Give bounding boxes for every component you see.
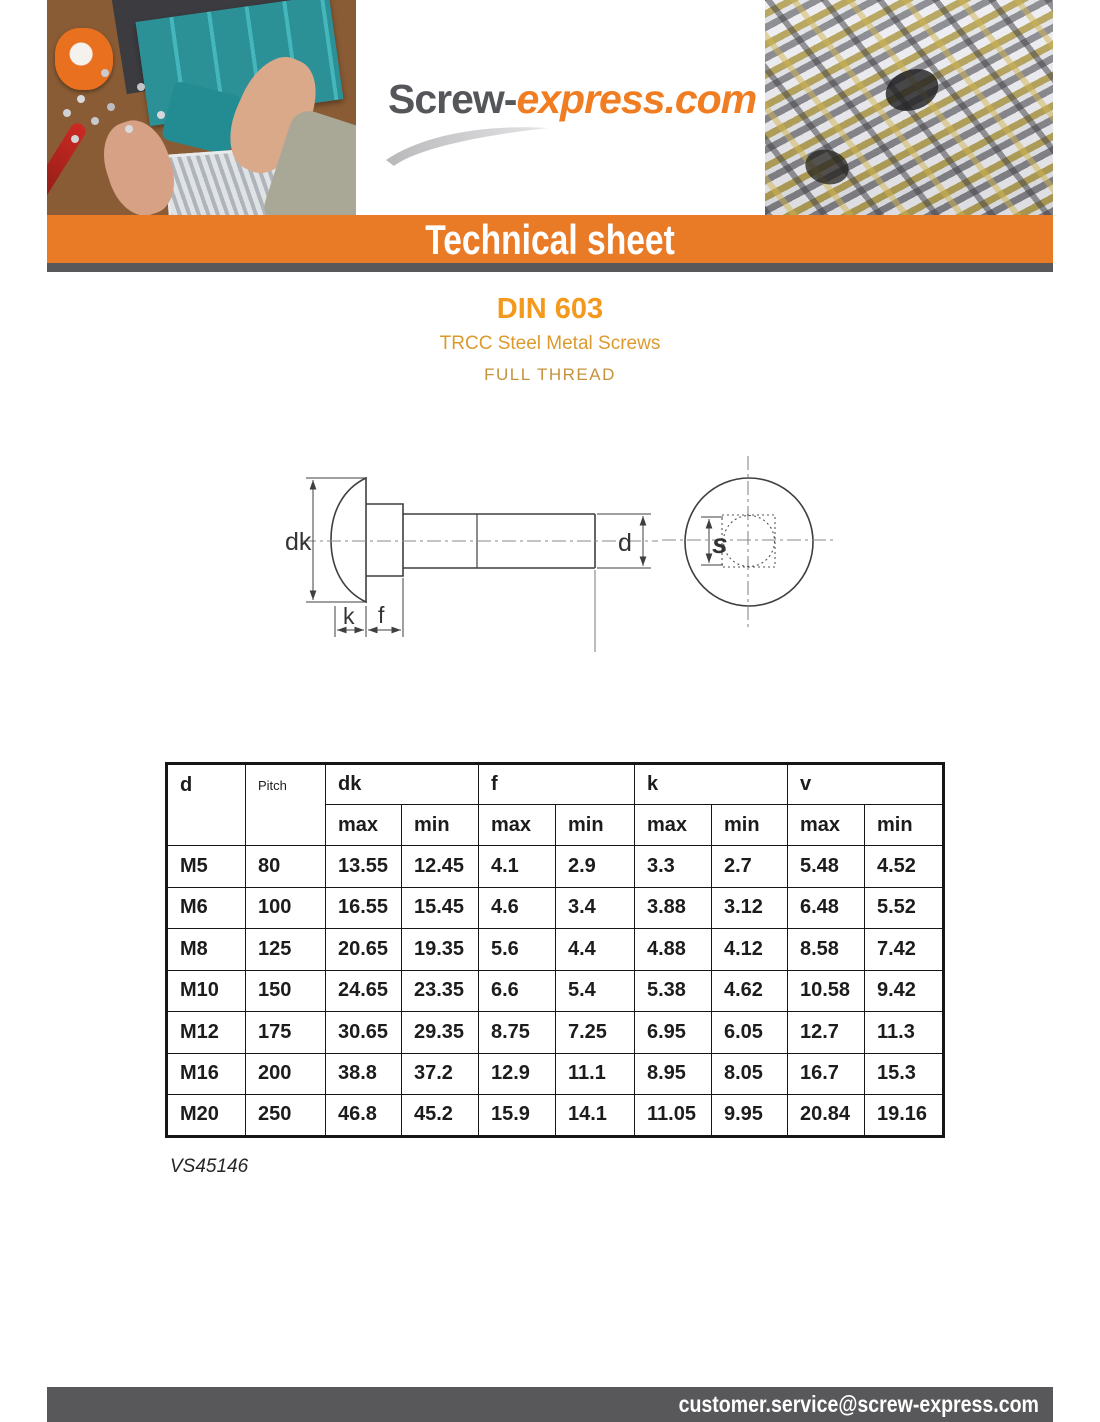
technical-sheet-banner (47, 215, 1053, 263)
subheader-max: max (326, 805, 402, 846)
value-cell: 5.4 (556, 970, 635, 1012)
header-divider-rule (47, 263, 1053, 272)
product-subtitle: TRCC Steel Metal Screws (439, 333, 661, 354)
value-cell: 15.3 (865, 1053, 944, 1095)
logo-text-orange: express.com (516, 76, 757, 122)
value-cell: 13.55 (326, 846, 402, 888)
subheader-max: max (479, 805, 556, 846)
table-row (167, 929, 944, 971)
logo-swoosh (376, 118, 566, 173)
value-cell: 200 (246, 1053, 326, 1095)
size-cell: M12 (167, 1012, 246, 1054)
value-cell: 30.65 (326, 1012, 402, 1054)
value-cell: 4.6 (479, 887, 556, 929)
footer-bar (47, 1387, 1053, 1422)
value-cell: 125 (246, 929, 326, 971)
value-cell: 29.35 (402, 1012, 479, 1054)
value-cell: 6.05 (712, 1012, 788, 1054)
header-photo-screws (765, 0, 1053, 215)
table-row (167, 1053, 944, 1095)
value-cell: 3.4 (556, 887, 635, 929)
value-cell: 23.35 (402, 970, 479, 1012)
table-row (167, 1095, 944, 1137)
value-cell: 15.45 (402, 887, 479, 929)
logo-text-gray: Screw- (388, 76, 517, 122)
value-cell: 150 (246, 970, 326, 1012)
size-cell: M10 (167, 970, 246, 1012)
s-label: s (712, 528, 728, 559)
subheader-max: max (788, 805, 865, 846)
bolt-head-outline (331, 478, 366, 602)
tape-measure-shape (55, 28, 113, 90)
f-label: f (378, 602, 385, 628)
subheader-min: min (402, 805, 479, 846)
thread-type-label: FULL THREAD (484, 365, 616, 384)
value-cell: 8.95 (635, 1053, 712, 1095)
subheader-min: min (865, 805, 944, 846)
value-cell: 4.4 (556, 929, 635, 971)
shank-hidden-circle (724, 516, 775, 567)
value-cell: 5.38 (635, 970, 712, 1012)
value-cell: 19.16 (865, 1095, 944, 1137)
head-top-view-circle (685, 478, 813, 606)
value-cell: 24.65 (326, 970, 402, 1012)
value-cell: 8.75 (479, 1012, 556, 1054)
technical-diagram (270, 450, 880, 680)
value-cell: 8.58 (788, 929, 865, 971)
value-cell: 175 (246, 1012, 326, 1054)
size-cell: M5 (167, 846, 246, 888)
value-cell: 4.1 (479, 846, 556, 888)
value-cell: 5.6 (479, 929, 556, 971)
header-photo-workbench (47, 0, 356, 215)
size-cell: M8 (167, 929, 246, 971)
value-cell: 4.12 (712, 929, 788, 971)
d-label: d (618, 529, 632, 557)
value-cell: 80 (246, 846, 326, 888)
value-cell: 6.6 (479, 970, 556, 1012)
value-cell: 19.35 (402, 929, 479, 971)
value-cell: 3.12 (712, 887, 788, 929)
value-cell: 12.9 (479, 1053, 556, 1095)
value-cell: 250 (246, 1095, 326, 1137)
value-cell: 6.48 (788, 887, 865, 929)
value-cell: 16.55 (326, 887, 402, 929)
customer-service-email: customer.service@screw-express.com (678, 1391, 1039, 1417)
col-group-v: v (788, 764, 944, 805)
logo-area (356, 0, 765, 215)
value-cell: 20.84 (788, 1095, 865, 1137)
dk-label: dk (285, 528, 312, 556)
value-cell: 16.7 (788, 1053, 865, 1095)
value-cell: 3.3 (635, 846, 712, 888)
value-cell: 11.3 (865, 1012, 944, 1054)
value-cell: 12.45 (402, 846, 479, 888)
value-cell: 11.05 (635, 1095, 712, 1137)
value-cell: 4.88 (635, 929, 712, 971)
standard-title: DIN 603 (496, 293, 604, 325)
table-row (167, 1012, 944, 1054)
value-cell: 4.62 (712, 970, 788, 1012)
value-cell: 5.48 (788, 846, 865, 888)
value-cell: 7.42 (865, 929, 944, 971)
size-cell: M6 (167, 887, 246, 929)
table-row (167, 846, 944, 888)
value-cell: 45.2 (402, 1095, 479, 1137)
value-cell: 14.1 (556, 1095, 635, 1137)
value-cell: 9.42 (865, 970, 944, 1012)
reference-code: VS45146 (170, 1156, 249, 1177)
value-cell: 3.88 (635, 887, 712, 929)
value-cell: 8.05 (712, 1053, 788, 1095)
table-header-row-groups (167, 764, 944, 805)
subheader-max: max (635, 805, 712, 846)
size-cell: M16 (167, 1053, 246, 1095)
col-header-pitch: Pitch (246, 764, 326, 846)
value-cell: 6.95 (635, 1012, 712, 1054)
col-group-f: f (479, 764, 635, 805)
value-cell: 2.9 (556, 846, 635, 888)
value-cell: 7.25 (556, 1012, 635, 1054)
value-cell: 37.2 (402, 1053, 479, 1095)
value-cell: 5.52 (865, 887, 944, 929)
table-row (167, 970, 944, 1012)
table-row (167, 887, 944, 929)
washers-dots (77, 95, 85, 103)
dimension-table (165, 762, 945, 1138)
brand-logo (388, 76, 756, 123)
value-cell: 38.8 (326, 1053, 402, 1095)
value-cell: 20.65 (326, 929, 402, 971)
value-cell: 100 (246, 887, 326, 929)
value-cell: 9.95 (712, 1095, 788, 1137)
value-cell: 12.7 (788, 1012, 865, 1054)
value-cell: 11.1 (556, 1053, 635, 1095)
size-cell: M20 (167, 1095, 246, 1137)
banner-title: Technical sheet (425, 216, 675, 263)
col-group-k: k (635, 764, 788, 805)
square-neck-outline (366, 504, 403, 576)
col-group-dk: dk (326, 764, 479, 805)
screwdriver-shape (47, 120, 89, 201)
k-label: k (343, 603, 355, 629)
col-header-d: d (167, 764, 246, 846)
table-body (167, 846, 944, 1137)
value-cell: 15.9 (479, 1095, 556, 1137)
value-cell: 2.7 (712, 846, 788, 888)
subheader-min: min (556, 805, 635, 846)
value-cell: 46.8 (326, 1095, 402, 1137)
subheader-min: min (712, 805, 788, 846)
value-cell: 4.52 (865, 846, 944, 888)
value-cell: 10.58 (788, 970, 865, 1012)
